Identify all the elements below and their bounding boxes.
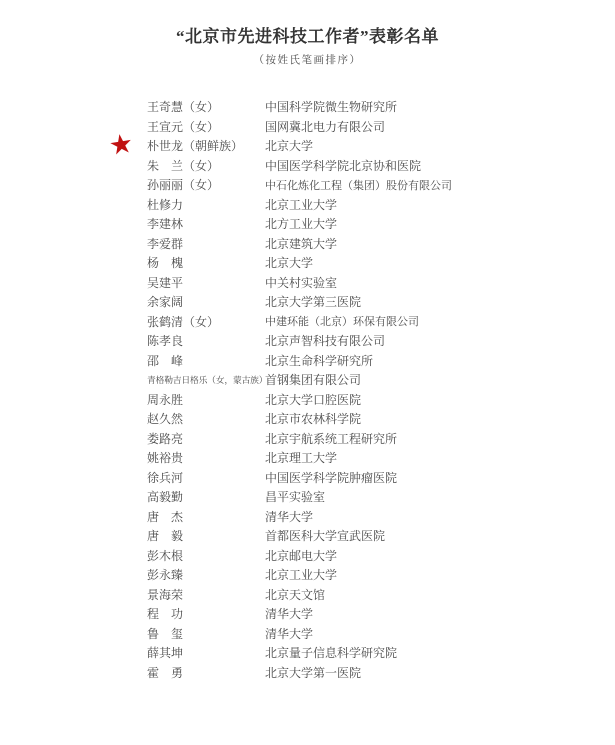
honoree-organization: 北京天文馆 <box>265 587 326 602</box>
list-item <box>147 604 615 624</box>
honoree-name: 景海荣 <box>147 587 184 602</box>
honoree-organization: 北方工业大学 <box>265 217 338 232</box>
honoree-list <box>0 97 615 682</box>
honoree-name: 唐 杰 <box>147 509 184 524</box>
honoree-organization: 北京大学口腔医院 <box>265 392 362 407</box>
list-item <box>147 214 615 234</box>
honoree-name: 周永胜 <box>147 392 184 407</box>
honoree-name: 李爱群 <box>147 236 184 251</box>
honoree-name: 娄路亮 <box>147 431 184 446</box>
list-item <box>147 487 615 507</box>
honoree-organization: 中建环能（北京）环保有限公司 <box>265 316 419 329</box>
list-item <box>147 526 615 546</box>
list-item <box>147 585 615 605</box>
honoree-name: 唐 毅 <box>147 529 184 544</box>
honoree-organization: 中关村实验室 <box>265 275 338 290</box>
honoree-organization: 北京大学第三医院 <box>265 295 362 310</box>
honoree-organization: 北京声智科技有限公司 <box>265 334 386 349</box>
list-item <box>147 643 615 663</box>
honoree-organization: 北京理工大学 <box>265 451 338 466</box>
honoree-organization: 中国医学科学院北京协和医院 <box>265 158 422 173</box>
list-item <box>147 663 615 683</box>
honoree-name: 姚裕贵 <box>147 451 184 466</box>
list-item <box>147 624 615 644</box>
honoree-name: 孙丽丽（女） <box>147 178 220 193</box>
honoree-organization: 清华大学 <box>265 607 314 622</box>
honoree-name: 杜修力 <box>147 197 184 212</box>
honoree-organization: 北京宇航系统工程研究所 <box>265 431 398 446</box>
list-item <box>147 390 615 410</box>
honoree-organization: 北京建筑大学 <box>265 236 338 251</box>
list-item <box>147 468 615 488</box>
honoree-organization: 北京大学 <box>265 256 314 271</box>
honoree-organization: 首钢集团有限公司 <box>265 373 362 388</box>
star-icon: ★ <box>106 127 136 161</box>
list-item <box>147 565 615 585</box>
honoree-organization: 国网冀北电力有限公司 <box>265 119 386 134</box>
list-item <box>147 351 615 371</box>
honoree-name: 程 功 <box>147 607 184 622</box>
list-item <box>147 507 615 527</box>
honoree-name: 邵 峰 <box>147 353 184 368</box>
honoree-organization: 中石化炼化工程（集团）股份有限公司 <box>265 179 452 192</box>
list-item <box>147 97 615 117</box>
honoree-name: 王宣元（女） <box>147 119 220 134</box>
honoree-name: 彭永臻 <box>147 568 184 583</box>
list-item <box>147 370 615 390</box>
honoree-organization: 北京工业大学 <box>265 197 338 212</box>
honoree-organization: 昌平实验室 <box>265 490 326 505</box>
honoree-name: 青格勒吉日格乐（女，蒙古族） <box>147 375 268 386</box>
honoree-organization: 北京邮电大学 <box>265 548 338 563</box>
honoree-name: 吴建平 <box>147 275 184 290</box>
honoree-organization: 北京量子信息科学研究院 <box>265 646 398 661</box>
list-item <box>147 195 615 215</box>
honoree-name: 彭木根 <box>147 548 184 563</box>
list-item <box>147 273 615 293</box>
honoree-name: 李建林 <box>147 217 184 232</box>
list-item <box>147 312 615 332</box>
list-item <box>147 175 615 195</box>
list-item <box>147 331 615 351</box>
honoree-name: 张鹤清（女） <box>147 314 220 329</box>
honoree-name: 鲁 玺 <box>147 626 184 641</box>
list-item <box>147 234 615 254</box>
honoree-organization: 清华大学 <box>265 509 314 524</box>
honoree-name: 高毅勤 <box>147 490 184 505</box>
honoree-organization: 首都医科大学宣武医院 <box>265 529 386 544</box>
honoree-name: 王奇慧（女） <box>147 100 220 115</box>
page-subtitle: （按姓氏笔画排序） <box>253 55 362 66</box>
list-item <box>106 127 615 161</box>
page-title: “北京市先进科技工作者”表彰名单 <box>176 27 439 46</box>
honoree-organization: 北京工业大学 <box>265 568 338 583</box>
honoree-name: 朴世龙（朝鲜族） <box>147 139 244 154</box>
document-page <box>0 26 615 745</box>
list-item <box>147 448 615 468</box>
list-item <box>147 117 615 137</box>
honoree-name: 杨 槐 <box>147 256 184 271</box>
honoree-name: 朱 兰（女） <box>147 158 220 173</box>
honoree-name: 陈孝良 <box>147 334 184 349</box>
honoree-name: 赵久然 <box>147 412 184 427</box>
honoree-name: 薛其坤 <box>147 646 184 661</box>
honoree-name: 霍 勇 <box>147 665 184 680</box>
honoree-name: 徐兵河 <box>147 470 184 485</box>
honoree-organization: 北京大学 <box>265 139 314 154</box>
list-item <box>147 156 615 176</box>
honoree-organization: 清华大学 <box>265 626 314 641</box>
honoree-organization: 北京生命科学研究所 <box>265 353 374 368</box>
list-item <box>147 546 615 566</box>
list-item <box>147 292 615 312</box>
honoree-organization: 中国医学科学院肿瘤医院 <box>265 470 398 485</box>
list-item <box>147 429 615 449</box>
honoree-organization: 北京大学第一医院 <box>265 665 362 680</box>
honoree-organization: 北京市农林科学院 <box>265 412 362 427</box>
list-item <box>147 409 615 429</box>
honoree-name: 余家阔 <box>147 295 184 310</box>
honoree-organization: 中国科学院微生物研究所 <box>265 100 398 115</box>
list-item <box>147 253 615 273</box>
